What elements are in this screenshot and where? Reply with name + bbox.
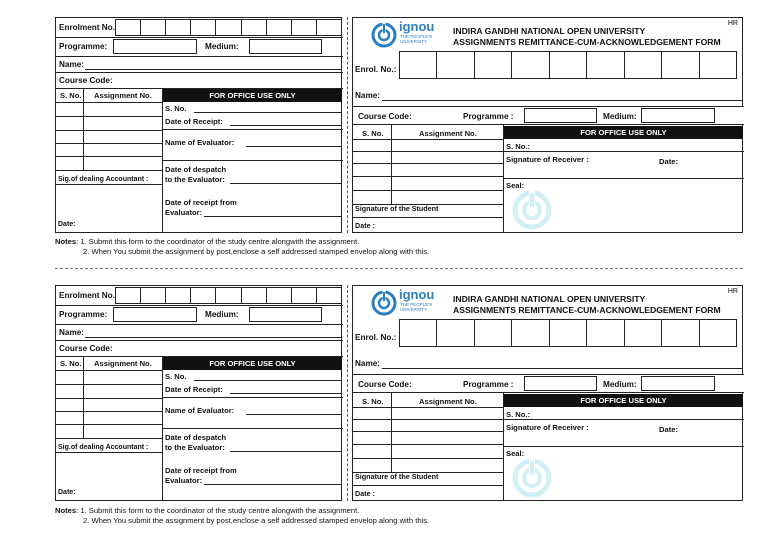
office-sno-label: S. No.: [165, 372, 187, 381]
receipt-from-eval-label-2: Evaluator:: [165, 476, 203, 485]
office-sno-label: S. No.: [165, 104, 187, 113]
acknowledgement-copy: [352, 285, 743, 501]
name-input[interactable]: [85, 69, 341, 70]
right-programme-input[interactable]: [524, 108, 597, 123]
university-title: INDIRA GANDHI NATIONAL OPEN UNIVERSITY: [453, 294, 646, 304]
receipt-from-eval-label-2: Evaluator:: [165, 208, 203, 217]
ignou-watermark-icon: [508, 190, 556, 235]
name-label: Name:: [59, 60, 85, 69]
right-sno-col-header: S. No.: [362, 129, 384, 138]
course-code-label: Course Code:: [59, 344, 113, 353]
assignment-col-header: Assignment No.: [94, 91, 152, 100]
sig-receiver-label: Signature of Receiver :: [506, 155, 589, 164]
remittance-form-1: [55, 17, 743, 233]
medium-label: Medium:: [205, 310, 239, 319]
sno-col-header: S. No.: [60, 91, 82, 100]
despatch-label-2: to the Evaluator:: [165, 443, 225, 452]
office-use-header: FOR OFFICE USE ONLY: [163, 357, 342, 370]
logo-text: ignou: [399, 19, 435, 34]
sig-student-label: Signature of the Student: [355, 204, 439, 213]
enrol-input[interactable]: [399, 51, 737, 79]
note-1: : 1. Submit this form to the coordinator of the study centre alongwith the assignment.: [76, 237, 360, 246]
medium-input[interactable]: [249, 39, 322, 54]
acknowledgement-copy: [352, 17, 743, 233]
logo-sub-1: THE PEOPLE'S: [400, 34, 433, 39]
right-assignment-col-header: Assignment No.: [419, 129, 477, 138]
notes-label: Notes: [55, 237, 77, 246]
right-office-use-header: FOR OFFICE USE ONLY: [504, 126, 743, 139]
evaluator-label: Name of Evaluator:: [165, 138, 235, 147]
right-medium-input[interactable]: [641, 108, 715, 123]
cut-line: [55, 268, 743, 269]
right-name-input[interactable]: [382, 100, 742, 101]
university-title: INDIRA GANDHI NATIONAL OPEN UNIVERSITY: [453, 26, 646, 36]
right-office-use-header: FOR OFFICE USE ONLY: [504, 394, 743, 407]
date-of-receipt-label: Date of Receipt:: [165, 117, 223, 126]
sno-col-header: S. No.: [60, 359, 82, 368]
logo-sub-1: THE PEOPLE'S: [400, 302, 433, 307]
receipt-from-eval-label-1: Date of receipt from: [165, 466, 237, 475]
name-input[interactable]: [85, 337, 341, 338]
sig-accountant-label: Sig.of dealing Accountant :: [58, 444, 149, 451]
form-title: ASSIGNMENTS REMITTANCE-CUM-ACKNOWLEDGEMENT FORM: [453, 37, 721, 47]
notes-2: [55, 506, 429, 526]
receiver-date-label: Date:: [659, 425, 678, 434]
name-label: Name:: [59, 328, 85, 337]
programme-label: Programme:: [59, 310, 108, 319]
right-name-label: Name:: [355, 359, 381, 368]
right-medium-input[interactable]: [641, 376, 715, 391]
notes-1: [55, 237, 429, 257]
right-office-sno-label: S. No.:: [506, 142, 531, 151]
logo-sub-2: UNIVERSITY: [400, 39, 428, 44]
date-of-receipt-label: Date of Receipt:: [165, 385, 223, 394]
hr-tag: HR: [727, 288, 738, 295]
course-code-label: Course Code:: [59, 76, 113, 85]
date-label: Date:: [58, 221, 76, 228]
right-name-input[interactable]: [382, 368, 742, 369]
logo-text: ignou: [399, 287, 435, 302]
receipt-from-eval-label-1: Date of receipt from: [165, 198, 237, 207]
ignou-logo: [370, 290, 398, 321]
seal-label: Seal:: [506, 181, 525, 190]
seal-label: Seal:: [506, 449, 525, 458]
right-programme-label: Programme :: [463, 112, 514, 121]
right-medium-label: Medium:: [603, 380, 637, 389]
programme-input[interactable]: [113, 39, 197, 54]
right-name-label: Name:: [355, 91, 381, 100]
remittance-form-2: [55, 285, 743, 501]
despatch-label-1: Date of despatch: [165, 433, 227, 442]
enrol-input[interactable]: [399, 319, 737, 347]
enrolment-label: Enrolment No.: [59, 23, 115, 32]
enrolment-label: Enrolment No.: [59, 291, 115, 300]
right-course-code-label: Course Code:: [358, 380, 412, 389]
medium-label: Medium:: [205, 42, 239, 51]
right-medium-label: Medium:: [603, 112, 637, 121]
ignou-emblem-icon: [370, 22, 398, 48]
student-copy: [55, 285, 342, 501]
sig-student-label: Signature of the Student: [355, 472, 439, 481]
despatch-label-2: to the Evaluator:: [165, 175, 225, 184]
student-copy: [55, 17, 342, 233]
tear-line: [347, 285, 348, 501]
notes-label: Notes: [55, 506, 77, 515]
office-use-header: FOR OFFICE USE ONLY: [163, 89, 342, 102]
assignment-col-header: Assignment No.: [94, 359, 152, 368]
right-office-sno-label: S. No.:: [506, 410, 531, 419]
enrolment-input[interactable]: [115, 19, 342, 36]
form-title: ASSIGNMENTS REMITTANCE-CUM-ACKNOWLEDGEMENT FORM: [453, 305, 721, 315]
sig-receiver-label: Signature of Receiver :: [506, 423, 589, 432]
programme-label: Programme:: [59, 42, 108, 51]
enrolment-input[interactable]: [115, 287, 342, 304]
right-sno-col-header: S. No.: [362, 397, 384, 406]
ignou-emblem-icon: [370, 290, 398, 316]
hr-tag: HR: [727, 20, 738, 27]
enrol-label: Enrol. No.:: [355, 65, 397, 74]
right-date-label: Date :: [355, 221, 375, 230]
right-programme-input[interactable]: [524, 376, 597, 391]
date-label: Date:: [58, 489, 76, 496]
right-course-code-label: Course Code:: [358, 112, 412, 121]
sig-accountant-label: Sig.of dealing Accountant :: [58, 176, 149, 183]
ignou-watermark-icon: [508, 458, 556, 503]
right-programme-label: Programme :: [463, 380, 514, 389]
evaluator-label: Name of Evaluator:: [165, 406, 235, 415]
right-date-label: Date :: [355, 489, 375, 498]
note-2: 2. When You submit the assignment by post,enclose a self addressed stamped envelop along with this.: [83, 247, 430, 256]
programme-input[interactable]: [113, 307, 197, 322]
despatch-label-1: Date of despatch: [165, 165, 227, 174]
ignou-logo: [370, 22, 398, 53]
tear-line: [347, 17, 348, 233]
receiver-date-label: Date:: [659, 157, 678, 166]
note-2: 2. When You submit the assignment by post,enclose a self addressed stamped envelop along with this.: [83, 516, 430, 525]
note-1: : 1. Submit this form to the coordinator of the study centre alongwith the assignment.: [76, 506, 360, 515]
logo-sub-2: UNIVERSITY: [400, 307, 428, 312]
right-assignment-col-header: Assignment No.: [419, 397, 477, 406]
enrol-label: Enrol. No.:: [355, 333, 397, 342]
medium-input[interactable]: [249, 307, 322, 322]
